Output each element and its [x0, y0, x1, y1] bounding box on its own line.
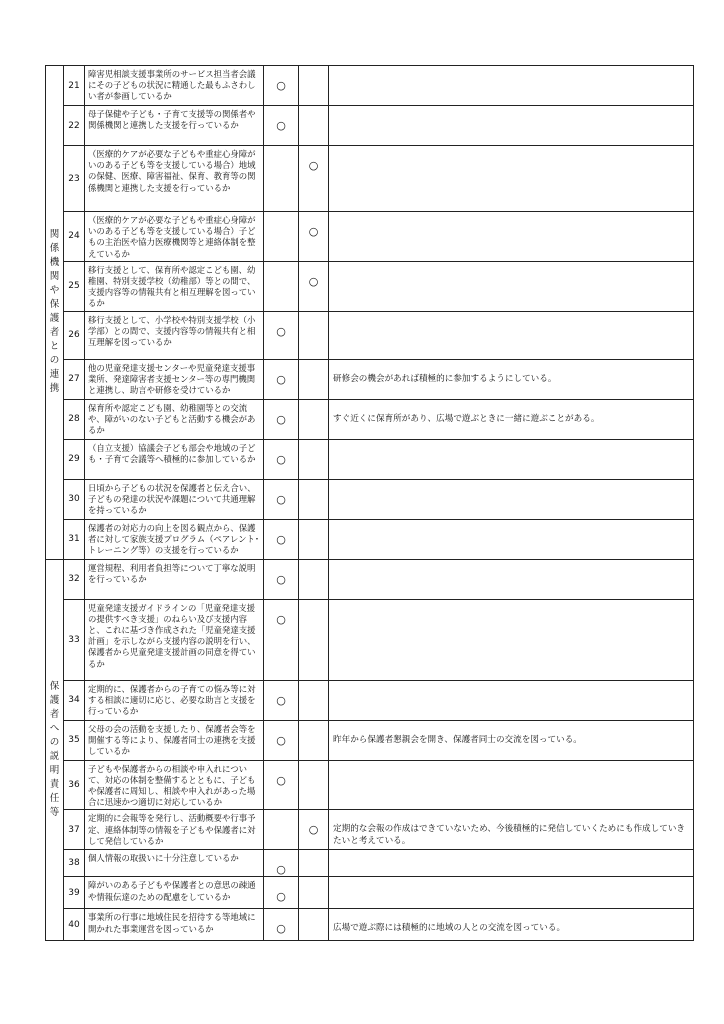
remarks-text: [333, 560, 689, 574]
no-mark: [299, 599, 329, 680]
table-row: [46, 877, 694, 909]
remarks-text: すぐ近くに保育所があり、広場で遊ぶときに一緒に遊ぶことがある。: [333, 413, 600, 424]
no-mark-text: [299, 877, 328, 890]
yes-mark-text: ○: [276, 612, 286, 626]
remarks: [329, 909, 694, 941]
no-mark: [299, 479, 329, 519]
item-text-text: 他の児童発達支援センターや児童発達支援事業所、発達障害者支援センター等の専門機関と連携し、助言や研修を受けているか: [88, 362, 256, 396]
remarks: [329, 311, 694, 359]
item-number: 33: [64, 599, 85, 680]
yes-mark: [264, 106, 299, 146]
yes-mark: [264, 850, 299, 877]
item-text: [85, 599, 264, 680]
item-text-text: 児童発達支援ガイドラインの「児童発達支援の提供すべき支援」のねらい及び支援内容と、これに基づき作成された「児童発達支援計画」を示しながら支援内容の説明を行い、保護者から児童発達支援計画の同意を得ているか: [88, 602, 256, 669]
item-number: 35: [64, 720, 85, 760]
table-row: [46, 559, 694, 599]
item-text: [85, 399, 264, 439]
no-mark: [299, 212, 329, 262]
yes-mark-text: ○: [276, 412, 286, 426]
item-text-text: 保育所や認定こども園、幼稚園等との交流や、障がいのない子どもと活動する機会があるか: [88, 402, 256, 436]
item-text-text: 父母の会の活動を支援したり、保護者会等を開催する等により、保護者同士の連携を支援しているか: [88, 723, 256, 757]
remarks: [329, 261, 694, 311]
item-text-text: 母子保健や子ども・子育て支援等の関係者や関係機関と連携した支援を行っているか: [88, 109, 256, 131]
remarks-text: [333, 106, 689, 120]
item-text-text: 日頃から子どもの状況を保護者と伝え合い、子どもの発達の状況や課題について共通理解を持っているか: [88, 482, 256, 516]
yes-mark: [264, 146, 299, 212]
remarks: [329, 106, 694, 146]
item-number: 40: [64, 909, 85, 941]
table-row: [46, 720, 694, 760]
table-row: [46, 599, 694, 680]
no-mark: [299, 909, 329, 941]
remarks: [329, 212, 694, 262]
no-mark: [299, 311, 329, 359]
item-number: 28: [64, 399, 85, 439]
table-row: [46, 810, 694, 850]
item-number: 37: [64, 810, 85, 850]
remarks: [329, 720, 694, 760]
no-mark: [299, 66, 329, 106]
item-text: [85, 877, 264, 909]
item-text-text: 運営規程、利用者負担等について丁寧な説明を行っているか: [88, 562, 256, 584]
yes-mark-text: ○: [276, 372, 286, 386]
no-mark-text: [299, 909, 328, 922]
remarks: [329, 599, 694, 680]
table-row: [46, 359, 694, 399]
yes-mark-text: ○: [276, 119, 286, 132]
table-row: [46, 760, 694, 810]
remarks-text: 昨年から保護者懇親会を開き、保護者同士の交流を図っている。: [333, 734, 582, 745]
yes-mark: [264, 359, 299, 399]
item-text: [85, 106, 264, 146]
item-text-text: 子どもや保護者からの相談や申入れについて、対応の体制を整備するとともに、子どもや保護者に周知し、相談や申入れがあった場合に迅速かつ適切に対応しているか: [88, 763, 256, 808]
category-label: 保護者への説明責任等: [49, 681, 60, 819]
yes-mark-text: ○: [276, 79, 286, 92]
category-label: 関係機関や保護者との連携: [49, 229, 60, 395]
yes-mark: [264, 559, 299, 599]
item-text-text: 移行支援として、保育所や認定こども園、幼稚園、特別支援学校（幼稚部）等との間で、支援内容等の情報共有と相互理解を図っているか: [88, 264, 256, 309]
remarks-text: [333, 480, 689, 494]
remarks-text: 研修会の機会があれば積極的に参加するようにしている。: [333, 373, 557, 384]
item-text-text: 定期的に会報等を発行し、活動概要や行事予定、連絡体制等の情報を子どもや保護者に対して発信しているか: [88, 813, 256, 846]
yes-mark-text: ○: [276, 693, 286, 707]
no-mark-text: ○: [308, 823, 319, 837]
remarks-text: [333, 312, 689, 326]
no-mark-text: [299, 106, 328, 119]
remarks-text: [333, 212, 689, 226]
no-mark: [299, 720, 329, 760]
item-text-text: 定期的に、保護者からの子育ての悩み等に対する相談に適切に応じ、必要な助言と支援を行っているか: [88, 683, 256, 717]
no-mark: [299, 359, 329, 399]
no-mark-text: ○: [308, 225, 319, 238]
no-mark: [299, 106, 329, 146]
item-text-text: 個人情報の取扱いに十分注意しているか: [88, 853, 239, 864]
table-row: [46, 146, 694, 212]
no-mark: [299, 810, 329, 850]
yes-mark: [264, 439, 299, 479]
yes-mark-text: ○: [276, 922, 286, 936]
remarks-text: [333, 877, 689, 891]
remarks: [329, 66, 694, 106]
yes-mark-text: ○: [276, 324, 286, 338]
no-mark-text: [299, 400, 328, 413]
item-number: 38: [64, 850, 85, 877]
table-row: [46, 399, 694, 439]
remarks-text: [333, 520, 689, 534]
no-mark-text: [299, 480, 328, 493]
table-row: [46, 519, 694, 559]
no-mark: [299, 261, 329, 311]
yes-mark-text: ○: [276, 572, 286, 586]
remarks: [329, 146, 694, 212]
no-mark-text: [299, 721, 328, 734]
evaluation-table: [45, 65, 694, 941]
yes-mark: [264, 720, 299, 760]
no-mark: [299, 439, 329, 479]
item-text: [85, 519, 264, 559]
item-text: [85, 212, 264, 262]
no-mark: [299, 146, 329, 212]
item-number: 26: [64, 311, 85, 359]
yes-mark-text: [264, 262, 298, 275]
no-mark: [299, 760, 329, 810]
item-text: [85, 66, 264, 106]
item-text: [85, 261, 264, 311]
no-mark: [299, 519, 329, 559]
yes-mark: [264, 599, 299, 680]
item-text: [85, 720, 264, 760]
remarks: [329, 519, 694, 559]
yes-mark: [264, 311, 299, 359]
yes-mark-text: ○: [276, 773, 286, 787]
item-text: [85, 479, 264, 519]
yes-mark-text: [264, 810, 298, 823]
yes-mark-text: [264, 212, 298, 225]
item-text: [85, 850, 264, 877]
table-row: [46, 106, 694, 146]
no-mark-text: [299, 560, 328, 573]
item-text-text: （自立支援）協議会子ども部会や地域の子ども・子育て会議等へ積極的に参加しているか: [88, 442, 256, 464]
remarks-text: [333, 146, 689, 160]
item-text: [85, 559, 264, 599]
category-cell: [46, 559, 64, 941]
item-text-text: 事業所の行事に地域住民を招待する等地域に開かれた事業運営を図っているか: [88, 912, 256, 934]
yes-mark: [264, 680, 299, 720]
item-number: 30: [64, 479, 85, 519]
no-mark-text: [299, 520, 328, 533]
remarks: [329, 850, 694, 877]
no-mark-text: [299, 66, 328, 79]
no-mark-text: [299, 850, 328, 863]
remarks: [329, 359, 694, 399]
remarks: [329, 760, 694, 810]
item-number: 25: [64, 261, 85, 311]
remarks-text: 定期的な会報の作成はできていないため、今後積極的に発信していくためにも作成していきたいと考えている。: [333, 824, 686, 846]
item-number: 36: [64, 760, 85, 810]
yes-mark: [264, 519, 299, 559]
item-number: 22: [64, 106, 85, 146]
item-text: [85, 146, 264, 212]
yes-mark: [264, 760, 299, 810]
no-mark: [299, 877, 329, 909]
category-cell: [46, 66, 64, 560]
no-mark-text: [299, 761, 328, 774]
yes-mark-text: ○: [276, 532, 286, 546]
yes-mark: [264, 479, 299, 519]
remarks-text: [333, 262, 689, 276]
remarks-text: [333, 761, 689, 775]
item-number: 21: [64, 66, 85, 106]
no-mark: [299, 559, 329, 599]
yes-mark-text: ○: [276, 492, 286, 506]
item-text: [85, 359, 264, 399]
item-text: [85, 810, 264, 850]
no-mark-text: ○: [308, 274, 319, 288]
yes-mark: [264, 877, 299, 909]
remarks-text: [333, 440, 689, 454]
remarks: [329, 810, 694, 850]
no-mark-text: [299, 440, 328, 453]
yes-mark-text: ○: [276, 863, 286, 877]
remarks-text: [333, 600, 689, 614]
item-text: [85, 680, 264, 720]
remarks-text: 広場で遊ぶ際には積極的に地域の人との交流を図っている。: [333, 923, 566, 934]
no-mark: [299, 680, 329, 720]
table-row: [46, 261, 694, 311]
item-number: 31: [64, 519, 85, 559]
item-text: [85, 909, 264, 941]
item-text: [85, 760, 264, 810]
item-text-text: （医療的ケアが必要な子どもや重症心身障がいのある子ども等を支援している場合）子どもの主治医や協力医療機関等と連絡体制を整えているか: [88, 215, 256, 259]
item-text-text: 保護者の対応力の向上を図る観点から、保護者に対して家族支援プログラム（ペアレント･トレーニング等）の支援を行っているか: [88, 522, 260, 556]
item-number: 24: [64, 212, 85, 262]
item-text-text: 障がいのある子どもや保護者との意思の疎通や情報伝達のための配慮をしているか: [88, 880, 256, 902]
item-number: 34: [64, 680, 85, 720]
no-mark-text: [299, 312, 328, 325]
item-number: 29: [64, 439, 85, 479]
table-row: [46, 212, 694, 262]
remarks: [329, 680, 694, 720]
item-text: [85, 439, 264, 479]
item-number: 32: [64, 559, 85, 599]
item-text-text: 障害児相談支援事業所のサービス担当者会議にその子どもの状況に精通した最もふさわしい者が参画しているか: [88, 69, 256, 102]
yes-mark-text: [264, 146, 298, 159]
remarks: [329, 559, 694, 599]
yes-mark: [264, 212, 299, 262]
yes-mark: [264, 810, 299, 850]
table-row: [46, 479, 694, 519]
table-row: [46, 850, 694, 877]
yes-mark-text: ○: [276, 890, 286, 904]
yes-mark: [264, 66, 299, 106]
remarks: [329, 877, 694, 909]
item-number: 27: [64, 359, 85, 399]
no-mark-text: ○: [308, 159, 319, 172]
no-mark-text: [299, 600, 328, 613]
yes-mark: [264, 261, 299, 311]
remarks: [329, 479, 694, 519]
remarks: [329, 399, 694, 439]
no-mark-text: [299, 681, 328, 694]
table-row: [46, 909, 694, 941]
no-mark: [299, 850, 329, 877]
item-text-text: （医療的ケアが必要な子どもや重症心身障がいのある子ども等を支援している場合）地域の保健、医療、障害福祉、保育、教育等の関係機関と連携した支援を行っているか: [88, 149, 256, 193]
yes-mark: [264, 909, 299, 941]
item-text-text: 移行支援として、小学校や特別支援学校（小学部）との間で、支援内容等の情報共有と相互理解を図っているか: [88, 314, 256, 348]
table-row: [46, 439, 694, 479]
item-text: [85, 311, 264, 359]
yes-mark: [264, 399, 299, 439]
no-mark: [299, 399, 329, 439]
table-row: [46, 66, 694, 106]
remarks-text: [333, 850, 689, 864]
no-mark-text: [299, 360, 328, 373]
remarks-text: [333, 66, 689, 80]
yes-mark-text: ○: [276, 452, 286, 466]
item-number: 39: [64, 877, 85, 909]
item-number: 23: [64, 146, 85, 212]
remarks-text: [333, 681, 689, 695]
table-row: [46, 680, 694, 720]
remarks: [329, 439, 694, 479]
yes-mark-text: ○: [276, 733, 286, 747]
table-row: [46, 311, 694, 359]
